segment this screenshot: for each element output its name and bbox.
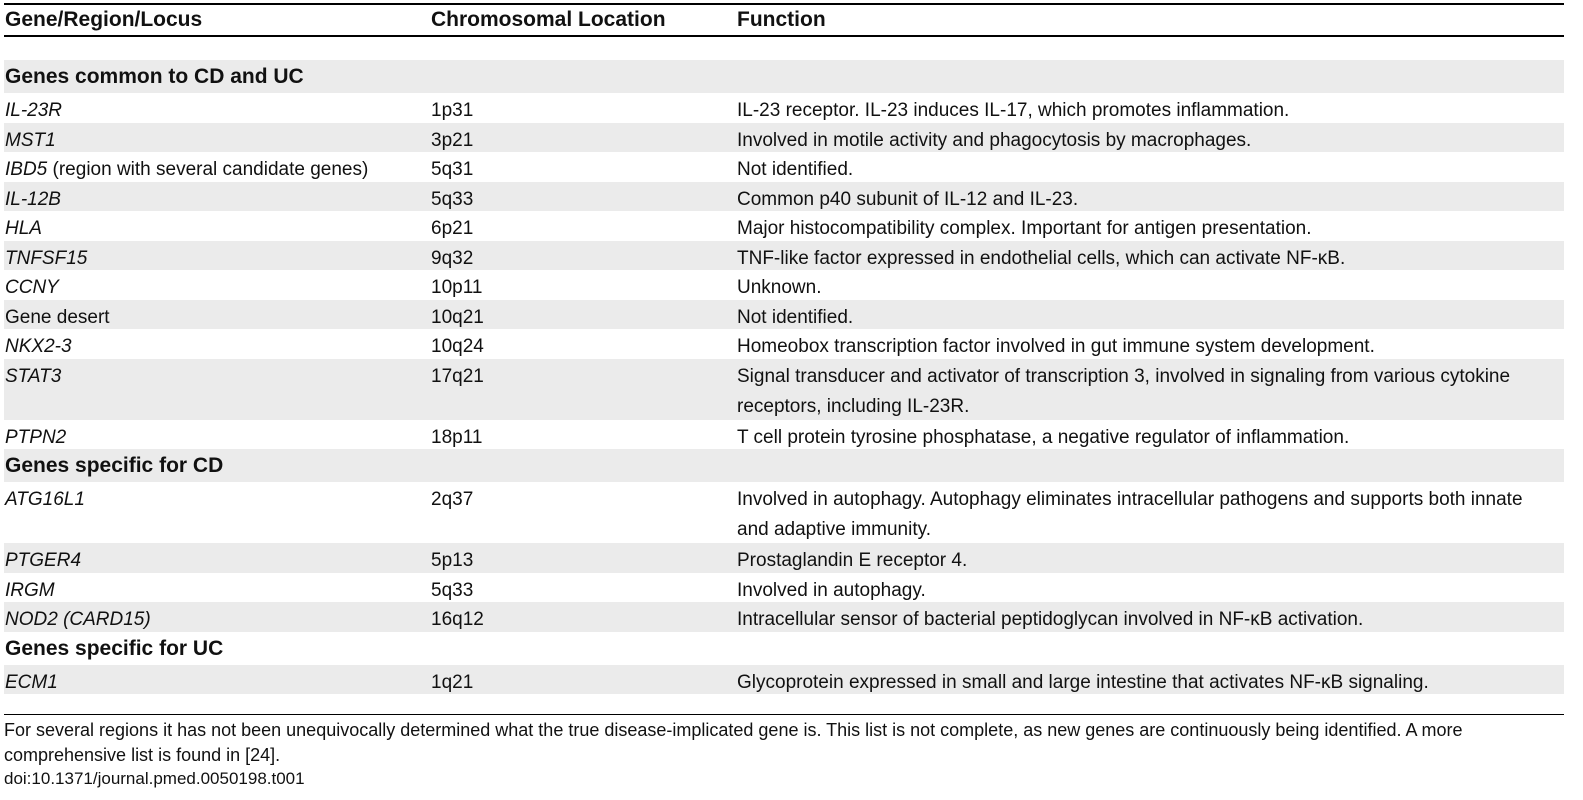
function-cell: Involved in autophagy. Autophagy eliminates intracellular pathogens and supports both innate and adaptive immunity.: [737, 489, 1523, 540]
location-cell: 1q21: [431, 671, 474, 693]
gene-cell: [5, 362, 61, 392]
table-row: [4, 93, 1564, 123]
column-header-location: Chromosomal Location: [431, 8, 666, 31]
table-row: [4, 123, 1564, 153]
function-cell: Intracellular sensor of bacterial peptidoglycan involved in NF-κB activation.: [737, 609, 1364, 630]
gene-note: (region with several candidate genes): [47, 159, 369, 180]
location-cell: 6p21: [431, 218, 474, 239]
table-row: [4, 152, 1564, 182]
gene-cell: [5, 605, 151, 635]
table-row: [4, 543, 1564, 573]
function-cell: Major histocompatibility complex. Important for antigen presentation.: [737, 218, 1312, 239]
function-cell: Not identified.: [737, 306, 854, 328]
table-footnote: For several regions it has not been unequivocally determined what the true disease-implicated gene is. This list is not complete, as new genes are continuously being identified. A more comprehensive list is found in [24].: [4, 720, 1463, 765]
location-cell: 1p31: [431, 100, 474, 121]
location-cell: 2q37: [431, 489, 474, 510]
gene-cell: [5, 155, 368, 185]
gene-cell: [5, 485, 85, 515]
location-cell: 3p21: [431, 129, 474, 151]
section-header-row: [4, 632, 1564, 665]
table-row: [4, 300, 1564, 330]
gene-cell: [5, 273, 59, 303]
doi-label: doi:10.1371/journal.pmed.0050198.t001: [4, 769, 305, 788]
gene-name: PTGER4: [5, 550, 82, 571]
gene-name: IRGM: [5, 579, 55, 601]
gene-name: IBD5: [5, 159, 48, 180]
gene-name: NKX2-3: [5, 336, 72, 357]
section-title: Genes common to CD and UC: [5, 65, 304, 88]
gene-name: IL-12B: [5, 188, 61, 210]
gene-cell: [5, 126, 56, 156]
location-cell: 17q21: [431, 365, 484, 387]
gene-name: MST1: [5, 129, 56, 151]
function-cell: IL-23 receptor. IL-23 induces IL-17, which promotes inflammation.: [737, 100, 1290, 121]
location-cell: 5q31: [431, 159, 474, 180]
table-row: [4, 482, 1564, 543]
table-row: [4, 241, 1564, 271]
gene-cell: [5, 668, 58, 698]
location-cell: 5q33: [431, 579, 474, 601]
gene-name: ECM1: [5, 671, 58, 693]
header-rule: [4, 35, 1564, 37]
gene-name: NOD2 (CARD15): [5, 609, 151, 630]
gene-cell: [5, 244, 87, 274]
location-cell: 5p13: [431, 550, 474, 571]
table-row: [4, 602, 1564, 632]
function-cell: Homeobox transcription factor involved in gut immune system development.: [737, 336, 1375, 357]
gene-cell: [5, 332, 72, 362]
gene-cell: [5, 576, 55, 606]
table-row: [4, 573, 1564, 603]
table-body: [4, 60, 1564, 694]
section-header-row: [4, 60, 1564, 93]
column-header-function: Function: [737, 8, 826, 31]
function-cell: TNF-like factor expressed in endothelial cells, which can activate NF-κB.: [737, 247, 1346, 269]
table-row: [4, 420, 1564, 450]
gene-note: Gene desert: [5, 306, 110, 328]
function-cell: Not identified.: [737, 159, 854, 180]
gene-name: TNFSF15: [5, 247, 88, 269]
table-row: [4, 359, 1564, 420]
table-row: [4, 182, 1564, 212]
table-header: [4, 5, 1564, 35]
location-cell: 10p11: [431, 277, 483, 298]
function-cell: Involved in autophagy.: [737, 579, 926, 601]
section-title: Genes specific for UC: [5, 636, 224, 660]
gene-cell: [5, 303, 110, 333]
section-title: Genes specific for CD: [5, 454, 224, 477]
location-cell: 16q12: [431, 609, 484, 630]
table-row: [4, 665, 1564, 695]
function-cell: T cell protein tyrosine phosphatase, a negative regulator of inflammation.: [737, 426, 1350, 448]
function-cell: Glycoprotein expressed in small and large intestine that activates NF-κB signaling.: [737, 671, 1429, 693]
location-cell: 10q24: [431, 336, 484, 357]
gene-name: PTPN2: [5, 426, 67, 448]
gene-name: CCNY: [5, 277, 59, 298]
gene-cell: [5, 546, 81, 576]
gene-name: STAT3: [5, 365, 62, 387]
function-cell: Common p40 subunit of IL-12 and IL-23.: [737, 188, 1079, 210]
footnote-rule: [4, 714, 1564, 715]
gene-name: ATG16L1: [5, 489, 85, 510]
location-cell: 5q33: [431, 188, 474, 210]
gene-cell: [5, 214, 42, 244]
location-cell: 18p11: [431, 426, 483, 448]
section-header-row: [4, 449, 1564, 482]
table-row: [4, 211, 1564, 241]
table-row: [4, 270, 1564, 300]
table-row: [4, 329, 1564, 359]
gene-name: HLA: [5, 218, 42, 239]
gene-cell: [5, 96, 62, 126]
location-cell: 9q32: [431, 247, 474, 269]
location-cell: 10q21: [431, 306, 484, 328]
function-cell: Unknown.: [737, 277, 822, 298]
function-cell: Prostaglandin E receptor 4.: [737, 550, 968, 571]
gene-cell: [5, 185, 61, 215]
column-header-gene: Gene/Region/Locus: [5, 8, 203, 31]
gene-name: IL-23R: [5, 100, 63, 121]
function-cell: Involved in motile activity and phagocytosis by macrophages.: [737, 129, 1252, 151]
function-cell: Signal transducer and activator of transcription 3, involved in signaling from various cytokine receptors, including IL-23R.: [737, 365, 1511, 417]
gene-cell: [5, 423, 66, 453]
